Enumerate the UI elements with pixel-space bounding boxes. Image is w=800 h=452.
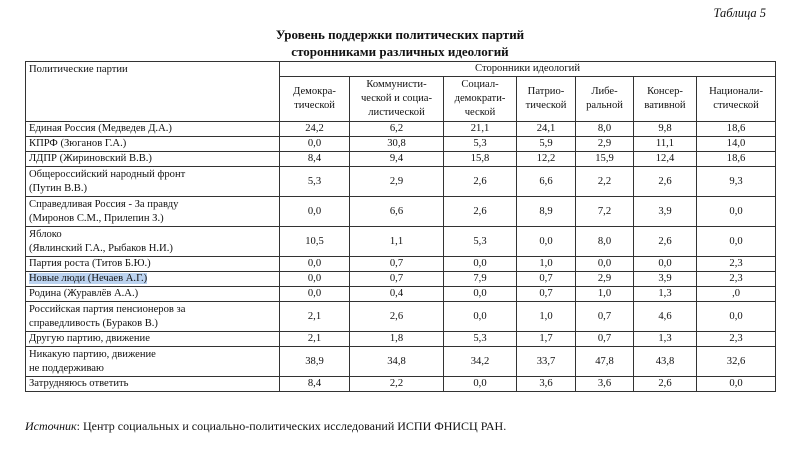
column-header-line: ческой: [464, 107, 496, 118]
value-cell: 0,7: [576, 302, 634, 332]
party-name-cell: [26, 272, 280, 287]
party-name-line: Другую партию, движение: [29, 333, 150, 344]
party-name-cell: [26, 197, 280, 227]
value-cell: 2,1: [280, 332, 350, 347]
value-cell: 0,0: [697, 377, 776, 392]
value-cell: 10,5: [280, 227, 350, 257]
party-name-line: (Путин В.В.): [29, 182, 88, 194]
party-name-line: (Явлинский Г.А., Рыбаков Н.И.): [29, 242, 173, 254]
party-name-line: Никакую партию, движение: [29, 348, 156, 360]
value-cell: 4,6: [634, 302, 697, 332]
value-cell: 8,0: [576, 227, 634, 257]
value-cell: 5,3: [280, 167, 350, 197]
ideology-column-header: [444, 77, 517, 122]
column-header-line: стической: [713, 100, 759, 111]
value-cell: 32,6: [697, 347, 776, 377]
value-cell: 0,0: [280, 272, 350, 287]
source-label: Источник: [25, 419, 77, 433]
party-column-header: Политические партии: [26, 62, 280, 122]
column-header-line: вативной: [644, 100, 686, 111]
support-table: [25, 61, 776, 392]
party-name-cell: [26, 287, 280, 302]
value-cell: 2,3: [697, 332, 776, 347]
table-row: [26, 287, 776, 302]
value-cell: 1,0: [517, 257, 576, 272]
column-header-line: Коммунисти-: [366, 79, 427, 90]
value-cell: 3,9: [634, 272, 697, 287]
table-row: [26, 347, 776, 377]
value-cell: 18,6: [697, 122, 776, 137]
value-cell: 1,7: [517, 332, 576, 347]
highlighted-text: Новые люди (Нечаев А.Г.): [29, 273, 148, 284]
value-cell: 0,0: [444, 287, 517, 302]
value-cell: 1,1: [350, 227, 444, 257]
value-cell: 9,3: [697, 167, 776, 197]
table-row: [26, 332, 776, 347]
value-cell: 0,0: [280, 137, 350, 152]
table-row: [26, 122, 776, 137]
value-cell: 24,2: [280, 122, 350, 137]
value-cell: 0,0: [576, 257, 634, 272]
column-header-line: демократи-: [454, 93, 506, 104]
value-cell: 0,0: [517, 227, 576, 257]
party-name-cell: [26, 347, 280, 377]
value-cell: 2,2: [576, 167, 634, 197]
column-header-line: тической: [294, 100, 335, 111]
party-name-cell: [26, 332, 280, 347]
value-cell: 0,0: [634, 257, 697, 272]
value-cell: 2,9: [576, 137, 634, 152]
party-name-cell: [26, 257, 280, 272]
value-cell: 2,6: [634, 377, 697, 392]
value-cell: 1,0: [517, 302, 576, 332]
value-cell: 34,2: [444, 347, 517, 377]
value-cell: 8,9: [517, 197, 576, 227]
value-cell: 0,0: [697, 197, 776, 227]
value-cell: 2,9: [576, 272, 634, 287]
column-header-line: Консер-: [647, 86, 683, 97]
column-header-line: Демокра-: [293, 86, 336, 97]
value-cell: 2,6: [444, 167, 517, 197]
value-cell: 1,0: [576, 287, 634, 302]
column-header-line: Патрио-: [527, 86, 565, 97]
value-cell: 2,3: [697, 257, 776, 272]
ideology-column-header: [517, 77, 576, 122]
value-cell: 38,9: [280, 347, 350, 377]
column-header-line: Социал-: [461, 79, 499, 90]
value-cell: 24,1: [517, 122, 576, 137]
table-row: [26, 167, 776, 197]
value-cell: 3,9: [634, 197, 697, 227]
column-header-line: ральной: [586, 100, 623, 111]
column-header-line: ческой и социа-: [360, 93, 433, 104]
value-cell: 12,4: [634, 152, 697, 167]
source-text: : Центр социальных и социально-политических исследований ИСПИ ФНИСЦ РАН.: [76, 419, 507, 433]
value-cell: 0,7: [576, 332, 634, 347]
party-name-line: Единая Россия (Медведев Д.А.): [29, 123, 172, 134]
value-cell: 8,0: [576, 122, 634, 137]
value-cell: 2,6: [350, 302, 444, 332]
value-cell: 1,3: [634, 287, 697, 302]
value-cell: 34,8: [350, 347, 444, 377]
ideology-group-header: Сторонники идеологий: [280, 62, 776, 77]
value-cell: 47,8: [576, 347, 634, 377]
party-name-cell: [26, 137, 280, 152]
table-row: [26, 272, 776, 287]
table-body: [26, 122, 776, 392]
value-cell: 2,3: [697, 272, 776, 287]
party-name-line: Партия роста (Титов Б.Ю.): [29, 258, 151, 269]
table-title-line-1: Уровень поддержки политических партий: [275, 27, 525, 42]
value-cell: 2,6: [634, 167, 697, 197]
party-name-cell: [26, 227, 280, 257]
party-name-line: Затрудняюсь ответить: [29, 378, 129, 389]
party-name-line: Общероссийский народный фронт: [29, 168, 186, 180]
party-name-line: КПРФ (Зюганов Г.А.): [29, 138, 127, 149]
value-cell: 0,7: [517, 287, 576, 302]
value-cell: 18,6: [697, 152, 776, 167]
party-name-cell: [26, 377, 280, 392]
party-name-cell: [26, 152, 280, 167]
value-cell: 9,8: [634, 122, 697, 137]
party-name-line: Российская партия пенсионеров за: [29, 303, 186, 315]
value-cell: 14,0: [697, 137, 776, 152]
value-cell: 0,0: [444, 377, 517, 392]
value-cell: 33,7: [517, 347, 576, 377]
table-header: [26, 62, 776, 122]
ideology-column-header: [280, 77, 350, 122]
value-cell: 2,2: [350, 377, 444, 392]
party-name-line: справедливость (Бураков В.): [29, 317, 158, 329]
value-cell: 6,6: [350, 197, 444, 227]
value-cell: 0,0: [697, 302, 776, 332]
party-name-line: Яблоко: [29, 228, 62, 240]
party-name-line: не поддерживаю: [29, 362, 104, 374]
value-cell: 0,0: [444, 302, 517, 332]
party-name-line: Справедливая Россия - За правду: [29, 198, 179, 210]
source-note: [25, 419, 506, 434]
table-row: [26, 137, 776, 152]
value-cell: 30,8: [350, 137, 444, 152]
table-row: [26, 227, 776, 257]
value-cell: 0,4: [350, 287, 444, 302]
value-cell: 2,6: [444, 197, 517, 227]
value-cell: 11,1: [634, 137, 697, 152]
value-cell: 5,3: [444, 137, 517, 152]
table-row: [26, 302, 776, 332]
party-name-line: Родина (Журавлёв А.А.): [29, 288, 139, 299]
value-cell: 0,0: [444, 257, 517, 272]
value-cell: 7,9: [444, 272, 517, 287]
column-header-line: листической: [368, 107, 425, 118]
table-row: [26, 197, 776, 227]
party-name-cell: [26, 122, 280, 137]
ideology-column-header: [576, 77, 634, 122]
party-name-cell: [26, 167, 280, 197]
value-cell: ,0: [697, 287, 776, 302]
value-cell: 5,9: [517, 137, 576, 152]
value-cell: 2,1: [280, 302, 350, 332]
value-cell: 5,3: [444, 332, 517, 347]
ideology-column-header: [350, 77, 444, 122]
value-cell: 8,4: [280, 377, 350, 392]
value-cell: 0,0: [697, 227, 776, 257]
value-cell: 0,0: [280, 257, 350, 272]
value-cell: 7,2: [576, 197, 634, 227]
value-cell: 0,7: [517, 272, 576, 287]
table-row: [26, 377, 776, 392]
value-cell: 6,6: [517, 167, 576, 197]
column-header-line: тической: [525, 100, 567, 111]
table-row: [26, 257, 776, 272]
party-name-line: (Миронов С.М., Прилепин З.): [29, 212, 164, 224]
value-cell: 2,9: [350, 167, 444, 197]
value-cell: 15,8: [444, 152, 517, 167]
table-row: [26, 152, 776, 167]
value-cell: 0,7: [350, 272, 444, 287]
value-cell: 2,6: [634, 227, 697, 257]
column-header-line: Либе-: [591, 86, 618, 97]
value-cell: 12,2: [517, 152, 576, 167]
value-cell: 0,7: [350, 257, 444, 272]
value-cell: 8,4: [280, 152, 350, 167]
value-cell: 3,6: [576, 377, 634, 392]
value-cell: 1,8: [350, 332, 444, 347]
value-cell: 6,2: [350, 122, 444, 137]
value-cell: 21,1: [444, 122, 517, 137]
value-cell: 0,0: [280, 197, 350, 227]
value-cell: 43,8: [634, 347, 697, 377]
column-header-line: Национали-: [709, 86, 763, 97]
value-cell: 3,6: [517, 377, 576, 392]
ideology-column-header: [634, 77, 697, 122]
value-cell: 15,9: [576, 152, 634, 167]
table-title-line-2: сторонниками различных идеологий: [291, 44, 509, 59]
table-number-label: Таблица 5: [713, 6, 766, 20]
value-cell: 0,0: [280, 287, 350, 302]
ideology-column-header: [697, 77, 776, 122]
value-cell: 1,3: [634, 332, 697, 347]
party-name-cell: [26, 302, 280, 332]
party-name-line: ЛДПР (Жириновский В.В.): [29, 153, 152, 164]
value-cell: 5,3: [444, 227, 517, 257]
value-cell: 9,4: [350, 152, 444, 167]
